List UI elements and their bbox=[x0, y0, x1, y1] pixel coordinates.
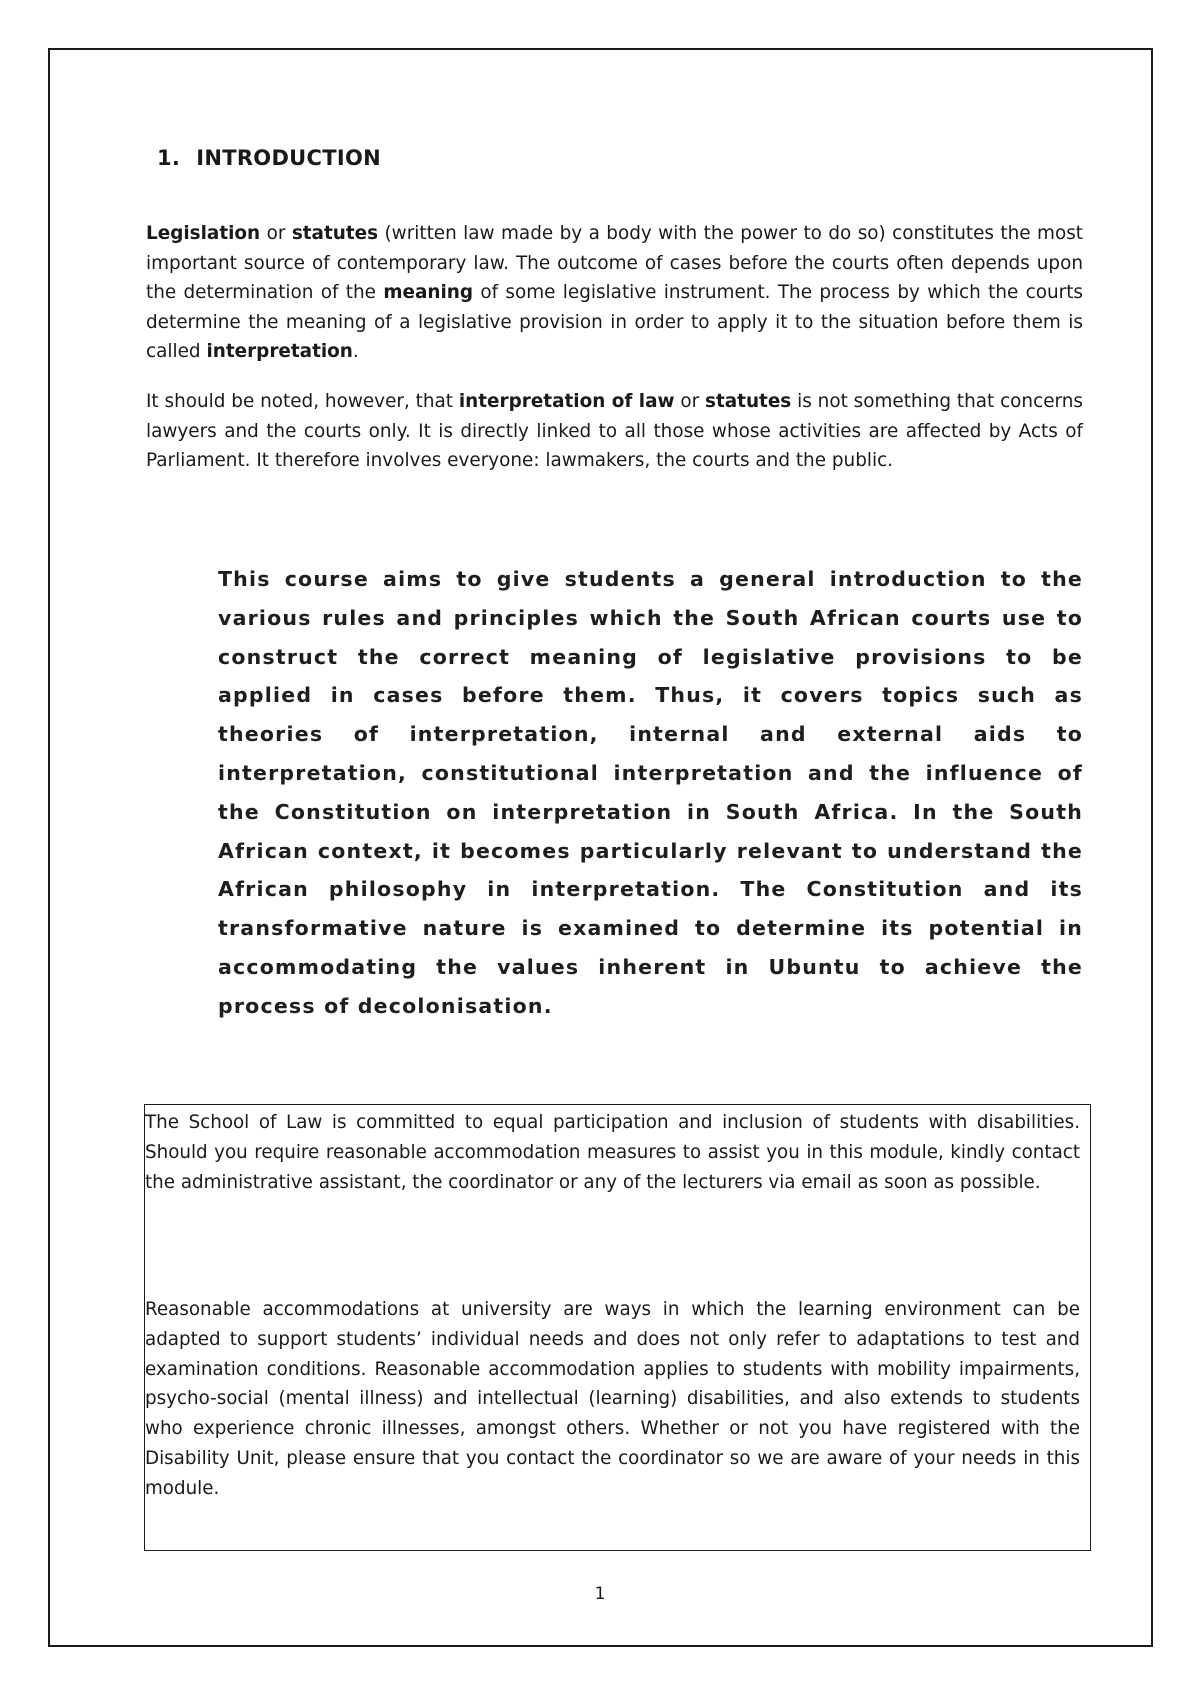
term-meaning: meaning bbox=[383, 282, 474, 303]
term-interpretation-of-law: interpretation of law bbox=[458, 391, 675, 412]
section-number: 1. bbox=[157, 146, 181, 170]
page-number: 1 bbox=[594, 1584, 606, 1604]
notice-paragraph-accommodations: Reasonable accommodations at university are ways in which the learning environment can be adapted to support students’ individual needs and does not only refer to adaptations to test and examination conditions. Reasonable accommodation applies to students with mobility impairments, psycho-social (mental illness) and intellectual (learning) disabilities, and also extends to students who experience chronic illnesses, amongst others. Whether or not you have registered with the Disability Unit, please ensure that you contact the coordinator so we are aware of your needs in this module. bbox=[145, 1299, 1080, 1499]
text-run: It should be noted, however, that bbox=[146, 391, 459, 412]
intro-paragraph-legislation bbox=[146, 219, 1083, 367]
term-legislation: Legislation bbox=[146, 223, 261, 244]
text-run: . bbox=[352, 341, 359, 362]
text-run: of some legislative instrument. The process by which the courts determine the meaning of a legislative provision in order to apply it to the situation before them is called bbox=[146, 282, 1083, 362]
disability-notice-box bbox=[144, 1104, 1091, 1551]
text-run: (written law made by a body with the power to do so) constitutes the most important source of contemporary law. The outcome of cases before the courts often depends upon the determination of the bbox=[146, 223, 1083, 303]
text-run: is not something that concerns lawyers and the courts only. It is directly linked to all those whose activities are affected by Acts of Parliament. It therefore involves everyone: lawmakers, the courts and the public. bbox=[146, 391, 1083, 471]
course-aim-statement: This course aims to give students a general introduction to the various rules and principles which the South African courts use to construct the correct meaning of legislative provisions to be applied in cases before them. Thus, it covers topics such as theories of interpretation, internal and external aids to interpretation, constitutional interpretation and the influence of the Constitution on interpretation in South Africa. In the South African context, it becomes particularly relevant to understand the African philosophy in interpretation. The Constitution and its transformative nature is examined to determine its potential in accommodating the values inherent in Ubuntu to achieve the process of decolonisation. bbox=[218, 567, 1083, 1018]
term-statutes: statutes bbox=[291, 223, 379, 244]
text-run: or bbox=[674, 391, 706, 412]
text-run: or bbox=[260, 223, 292, 244]
term-interpretation: interpretation bbox=[206, 341, 353, 362]
intro-paragraph-public bbox=[146, 387, 1083, 476]
section-heading bbox=[157, 146, 381, 170]
term-statutes: statutes bbox=[705, 391, 792, 412]
section-title: INTRODUCTION bbox=[196, 146, 381, 170]
notice-paragraph-inclusion: The School of Law is committed to equal participation and inclusion of students with disabilities. Should you require reasonable accommodation measures to assist you in this module, kindly contact the administrative assistant, the coordinator or any of the lecturers via email as soon as possible. bbox=[145, 1112, 1080, 1193]
